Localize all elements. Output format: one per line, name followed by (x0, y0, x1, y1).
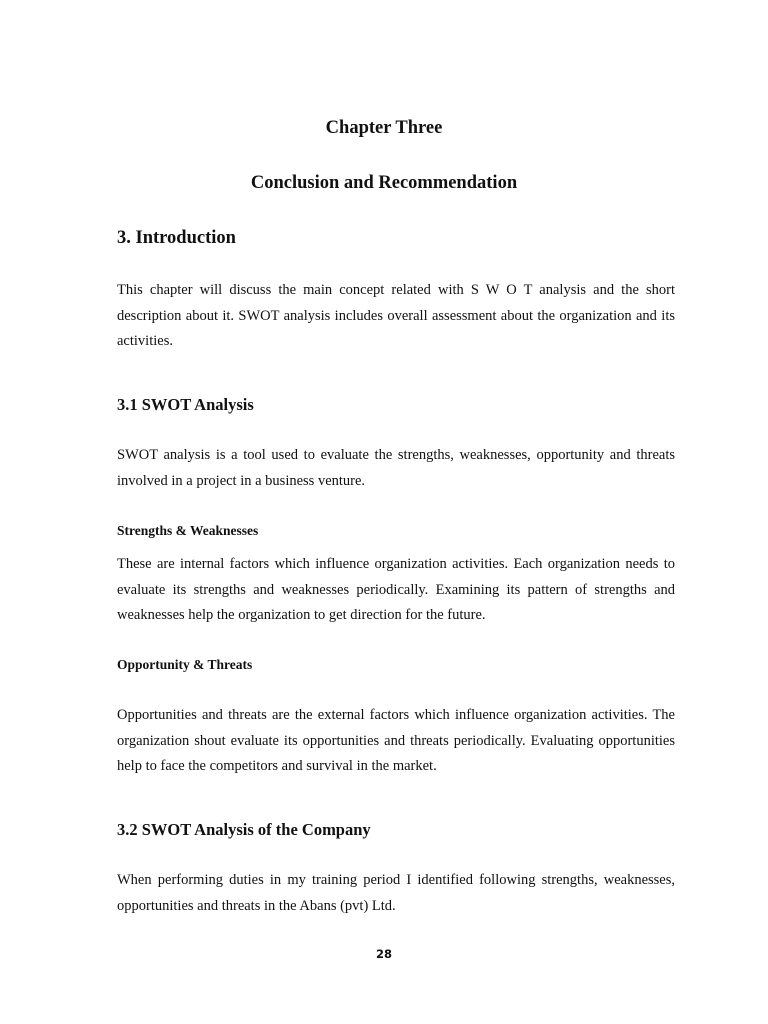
strengths-weaknesses-paragraph: These are internal factors which influence organization activities. Each organization needs to evaluate its strengths and weaknesses periodically. Examining its pattern of strengths and weaknesses help the organization to get direction for the future. (117, 556, 675, 623)
strengths-weaknesses-heading: Strengths & Weaknesses (117, 523, 259, 538)
opportunity-threats-paragraph: Opportunities and threats are the external factors which influence organization activities. The organization shout evaluate its opportunities and threats periodically. Evaluating opportunities help to face the competitors and survival in the market. (117, 707, 675, 774)
chapter-title: Chapter Three (325, 118, 443, 138)
company-swot-heading: 3.2 SWOT Analysis of the Company (117, 820, 371, 839)
swot-analysis-heading: 3.1 SWOT Analysis (117, 395, 254, 414)
page-number: 28 (375, 947, 392, 961)
opportunity-threats-heading: Opportunity & Threats (117, 657, 253, 672)
introduction-heading: 3. Introduction (117, 228, 236, 248)
chapter-subtitle: Conclusion and Recommendation (250, 173, 518, 193)
introduction-paragraph: This chapter will discuss the main concept related with S W O T analysis and the short description about it. SWOT analysis includes overall assessment about the organization and its activities. (117, 282, 675, 349)
swot-analysis-paragraph: SWOT analysis is a tool used to evaluate the strengths, weaknesses, opportunity and threats involved in a project in a business venture. (117, 447, 675, 489)
company-swot-paragraph: When performing duties in my training period I identified following strengths, weaknesses, opportunities and threats in the Abans (pvt) Ltd. (117, 872, 675, 914)
